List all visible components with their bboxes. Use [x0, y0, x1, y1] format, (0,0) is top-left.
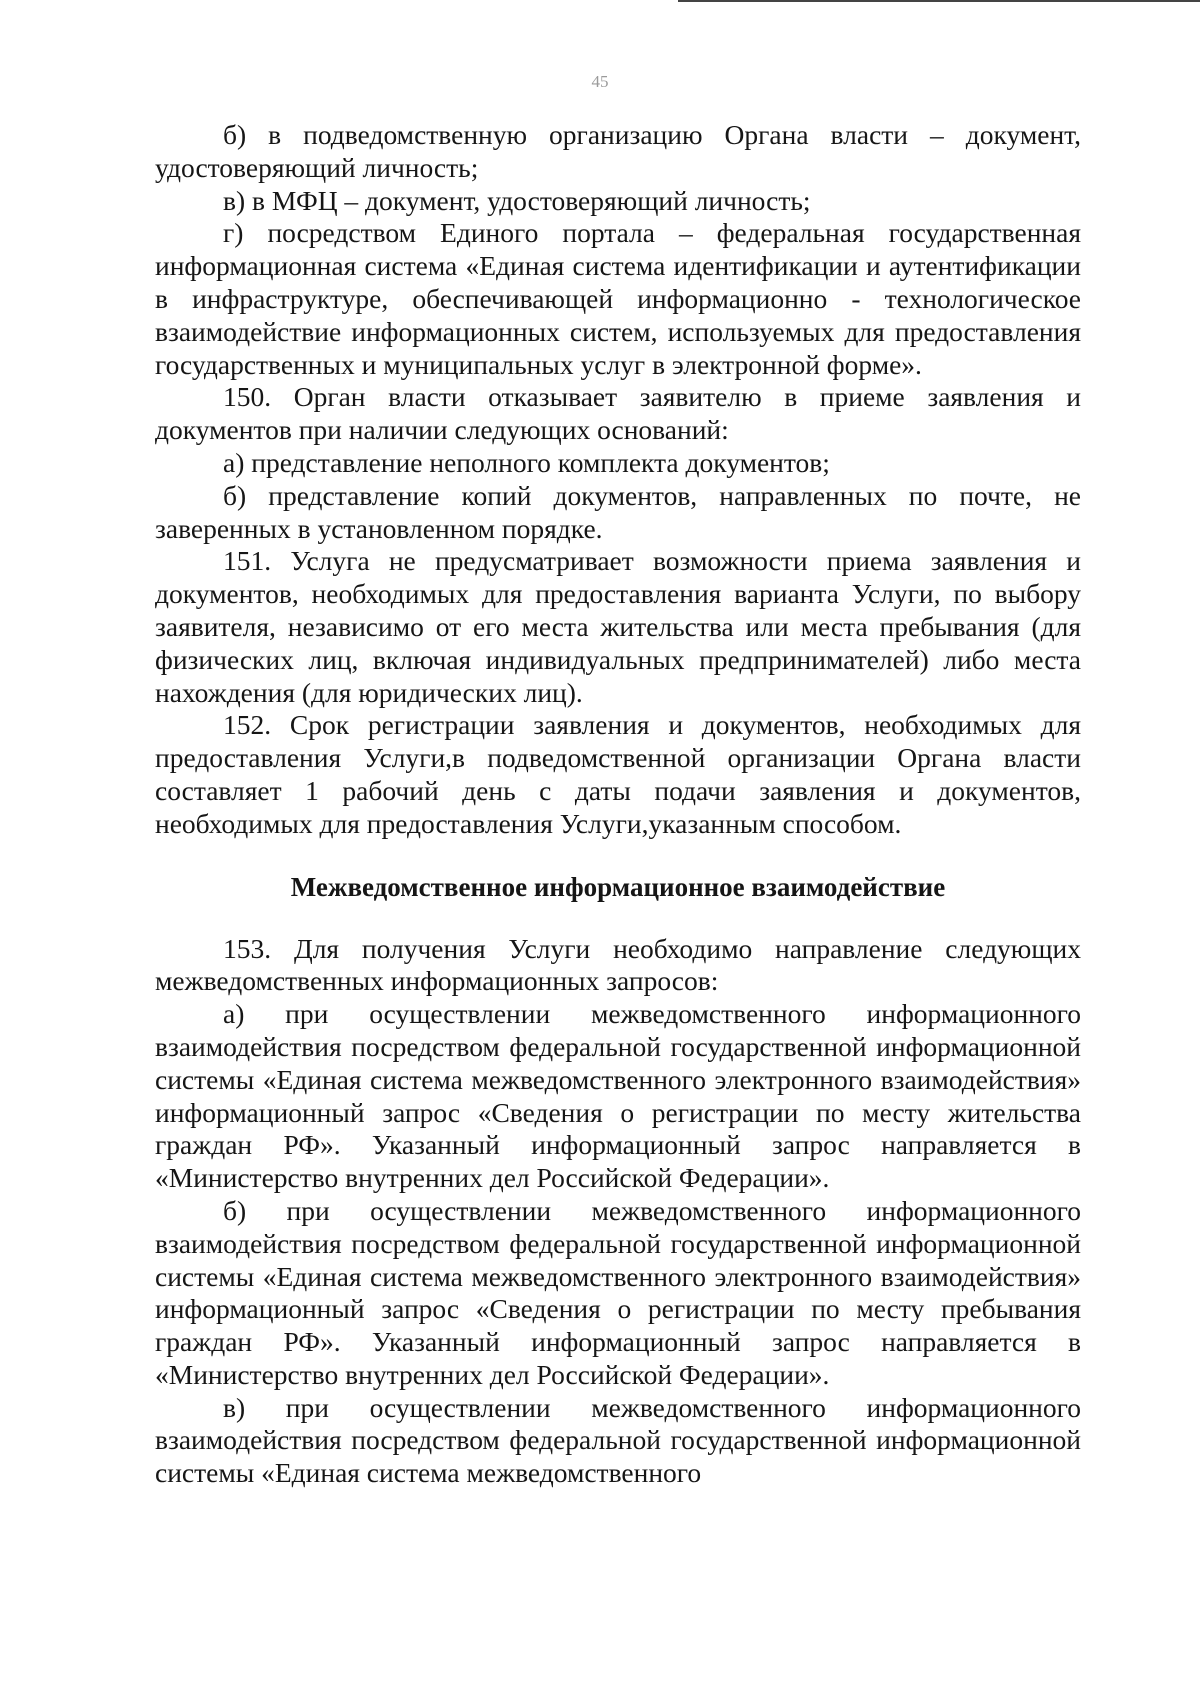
paragraph-152: 152. Срок регистрации заявления и документов, необходимых для предоставления Услуги,в подведомственной организации Органа власти составляет 1 рабочий день с даты подачи заявления и документов, необходимых для предоставления Услуги,указанным способом.	[155, 709, 1081, 839]
document-body	[155, 119, 1081, 1490]
scan-edge-line	[678, 0, 1200, 2]
paragraph-identity-portal: г) посредством Единого портала – федеральная государственная информационная система «Единая система идентификации и аутентификации в инфраструктуре, обеспечивающей информационно - технологическое взаимодействие информационных систем, используемых для предоставления государственных и муниципальных услуг в электронной форме».	[155, 217, 1081, 380]
paragraph-153: 153. Для получения Услуги необходимо направление следующих межведомственных информационных запросов:	[155, 932, 1081, 997]
paragraph-153-c: в) при осуществлении межведомственного информационного взаимодействия посредством федеральной государственной информационной системы «Единая система межведомственного	[155, 1391, 1081, 1489]
paragraph-153-a: а) при осуществлении межведомственного информационного взаимодействия посредством федеральной государственной информационной системы «Единая система межведомственного электронного взаимодействия» информационный запрос «Сведения о регистрации по месту жительства граждан РФ». Указанный информационный запрос направляется в «Министерство внутренних дел Российской Федерации».	[155, 998, 1081, 1194]
paragraph-150: 150. Орган власти отказывает заявителю в приеме заявления и документов при наличии следующих оснований:	[155, 381, 1081, 446]
paragraph-identity-org: б) в подведомственную организацию Органа власти – документ, удостоверяющий личность;	[155, 119, 1081, 183]
section-heading: Межведомственное информационное взаимодействие	[290, 871, 946, 902]
paragraph-151: 151. Услуга не предусматривает возможности приема заявления и документов, необходимых для предоставления варианта Услуги, по выбору заявителя, независимо от его места жительства или места пребывания (для физических лиц, включая индивидуальных предпринимателей) либо места нахождения (для юридических лиц).	[155, 545, 1081, 708]
paragraph-153-b: б) при осуществлении межведомственного информационного взаимодействия посредством федеральной государственной информационной системы «Единая система межведомственного электронного взаимодействия» информационный запрос «Сведения о регистрации по месту пребывания граждан РФ». Указанный информационный запрос направляется в «Министерство внутренних дел Российской Федерации».	[155, 1194, 1081, 1390]
paragraph-150-a: а) представление неполного комплекта документов;	[223, 446, 830, 478]
paragraph-150-b: б) представление копий документов, направленных по почте, не заверенных в установленном порядке.	[155, 479, 1081, 544]
paragraph-identity-mfc: в) в МФЦ – документ, удостоверяющий личность;	[223, 184, 811, 216]
page-number: 45	[591, 72, 609, 91]
